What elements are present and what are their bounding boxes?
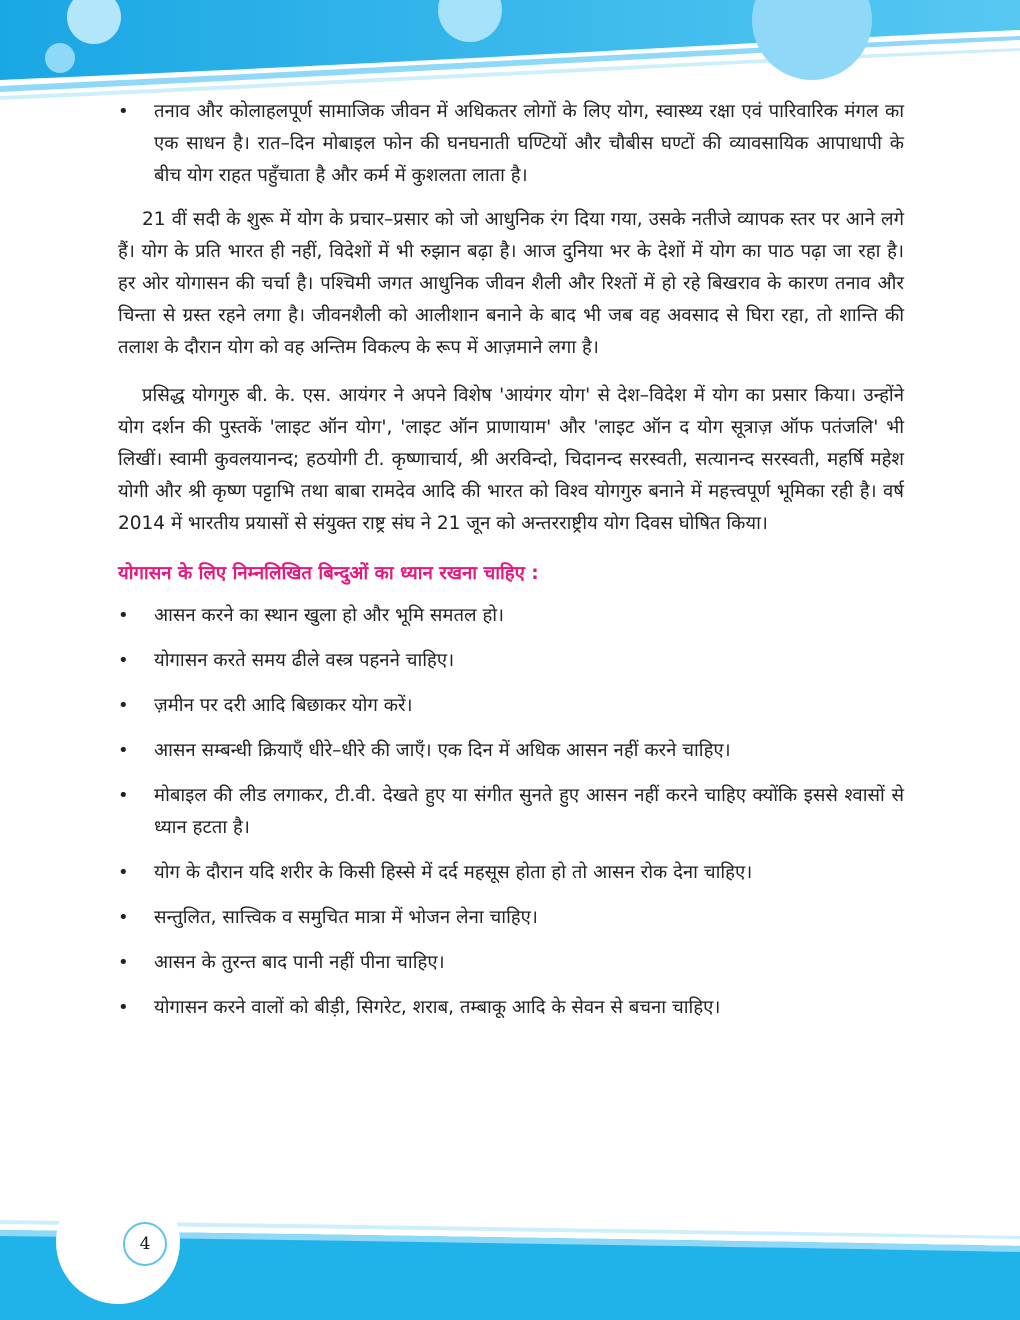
- guideline-list: [118, 600, 904, 1024]
- decorative-circle: [752, 0, 872, 80]
- list-item: • आसन के तुरन्त बाद पानी नहीं पीना चाहिए।: [118, 947, 904, 979]
- top-decorative-band: [0, 0, 1020, 110]
- list-item: • आसन सम्बन्धी क्रियाएँ धीरे–धीरे की जाएँ। एक दिन में अधिक आसन नहीं करने चाहिए।: [118, 735, 904, 767]
- bullet-icon: •: [118, 862, 129, 883]
- list-item: • मोबाइल की लीड लगाकर, टी.वी. देखते हुए या संगीत सुनते हुए आसन नहीं करने चाहिए क्योंकि इससे श्वासों से ध्यान हटता है।: [118, 780, 904, 844]
- bullet-icon: •: [118, 785, 129, 806]
- list-item: • ज़मीन पर दरी आदि बिछाकर योग करें।: [118, 690, 904, 722]
- bullet-icon: •: [118, 952, 129, 973]
- page-content: [118, 96, 904, 1037]
- list-item: • आसन करने का स्थान खुला हो और भूमि समतल हो।: [118, 600, 904, 632]
- bullet-icon: •: [118, 740, 129, 761]
- paragraph: प्रसिद्ध योगगुरु बी. के. एस. आयंगर ने अपने विशेष 'आयंगर योग' से देश–विदेश में योग का प्रसार किया। उन्होंने योग दर्शन की पुस्तकें 'लाइट ऑन योग', 'लाइट ऑन प्राणायाम' और 'लाइट ऑन द योग सूत्राज़ ऑफ पतंजलि' भी लिखीं। स्वामी कुवलयानन्द; हठयोगी टी. कृष्णाचार्य, श्री अरविन्दो, चिदानन्द सरस्वती, सत्यानन्द सरस्वती, महर्षि महेश योगी और श्री कृष्ण पट्टाभि तथा बाबा रामदेव आदि की भारत को विश्व योगगुरु बनाने में महत्त्वपूर्ण भूमिका रही है। वर्ष 2014 में भारतीय प्रयासों से संयुक्त राष्ट्र संघ ने 21 जून को अन्तरराष्ट्रीय योग दिवस घोषित किया।: [118, 385, 904, 534]
- intro-bullet-text: तनाव और कोलाहलपूर्ण सामाजिक जीवन में अधिकतर लोगों के लिए योग, स्वास्थ्य रक्षा एवं पारिवारिक मंगल का एक साधन है। रात–दिन मोबाइल फोन की घनघनाती घण्टियों और चौबीस घण्टों की व्यावसायिक आपाधापी के बीच योग राहत पहुँचाता है और कर्म में कुशलता लाता है।: [154, 101, 904, 186]
- list-item: • सन्तुलित, सात्त्विक व समुचित मात्रा में भोजन लेना चाहिए।: [118, 902, 904, 934]
- list-item: • योगासन करने वालों को बीड़ी, सिगरेट, शराब, तम्बाकू आदि के सेवन से बचना चाहिए।: [118, 992, 904, 1024]
- bullet-icon: •: [118, 101, 129, 122]
- section-heading: योगासन के लिए निम्नलिखित बिन्दुओं का ध्यान रखना चाहिए :: [118, 563, 539, 584]
- list-item: • योगासन करते समय ढीले वस्त्र पहनने चाहिए।: [118, 645, 904, 677]
- decorative-circle: [45, 43, 75, 73]
- paragraph: 21 वीं सदी के शुरू में योग के प्रचार–प्रसार को जो आधुनिक रंग दिया गया, उसके नतीजे व्यापक स्तर पर आने लगे हैं। योग के प्रति भारत ही नहीं, विदेशों में भी रुझान बढ़ा है। आज दुनिया भर के देशों में योग का पाठ पढ़ा जा रहा है। हर ओर योगासन की चर्चा है। पश्चिमी जगत आधुनिक जीवन शैली और रिश्तों में हो रहे बिखराव के कारण तनाव और चिन्ता से ग्रस्त रहने लगा है। जीवनशैली को आलीशान बनाने के बाद भी जब वह अवसाद से घिरा रहा, तो शान्ति की तलाश के दौरान योग को वह अन्तिम विकल्प के रूप में आज़माने लगा है।: [118, 209, 904, 358]
- bullet-icon: •: [118, 997, 129, 1018]
- bullet-icon: •: [118, 605, 129, 626]
- intro-bullet: [118, 96, 904, 192]
- list-item: • योग के दौरान यदि शरीर के किसी हिस्से में दर्द महसूस होता हो तो आसन रोक देना चाहिए।: [118, 857, 904, 889]
- page-number: 4: [123, 1222, 167, 1266]
- bullet-icon: •: [118, 907, 129, 928]
- bullet-icon: •: [118, 650, 129, 671]
- bullet-icon: •: [118, 695, 129, 716]
